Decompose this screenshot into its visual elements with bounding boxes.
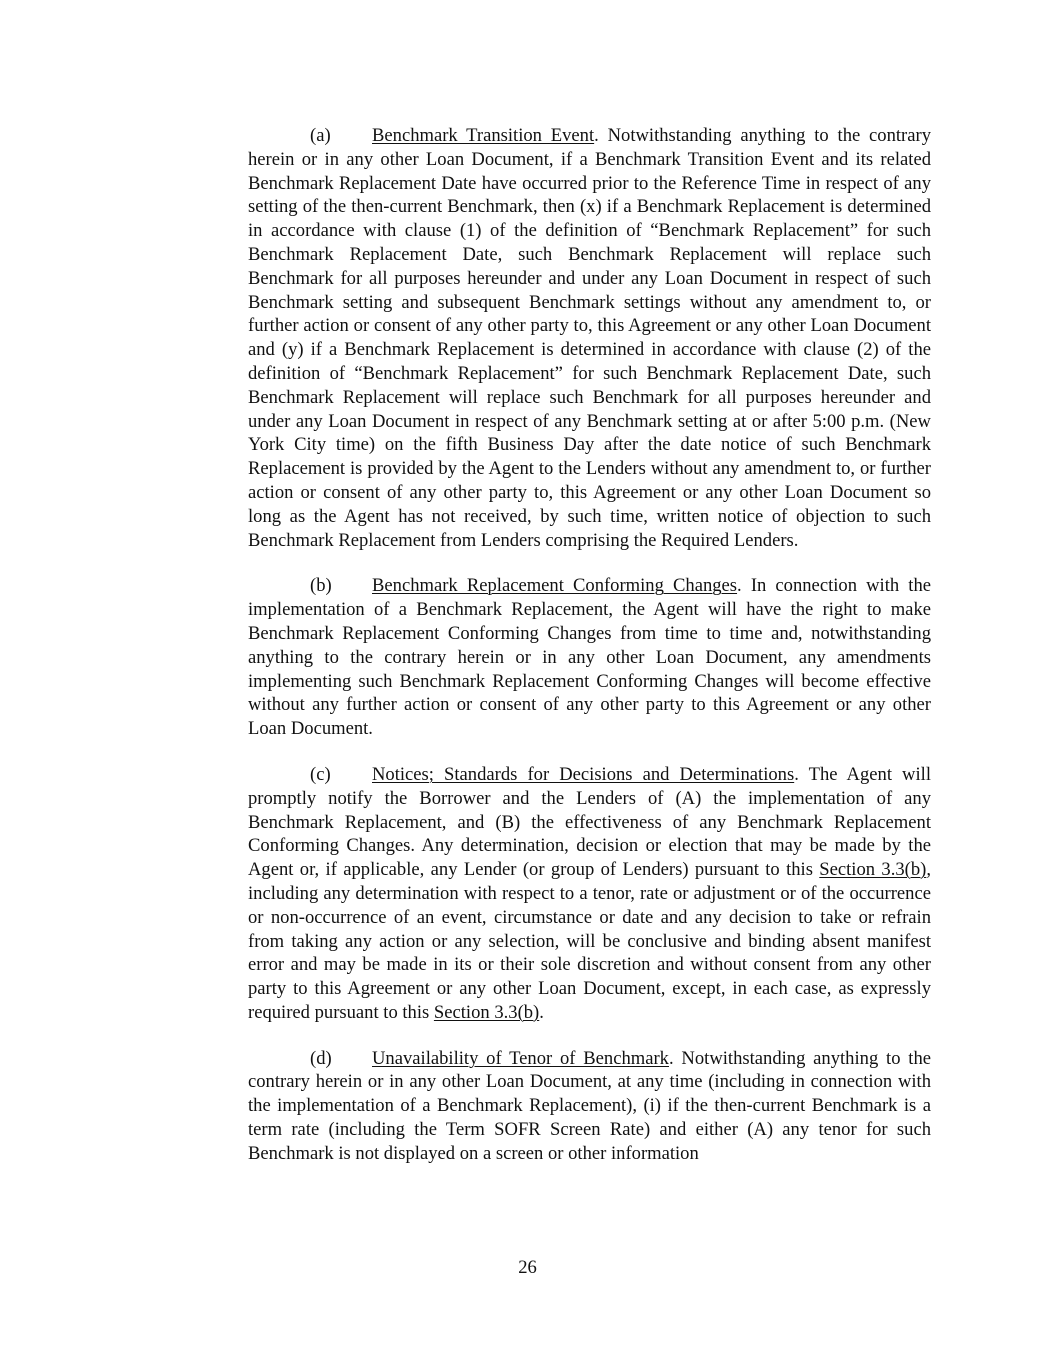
paragraph-heading: Benchmark Transition Event [372,125,595,146]
paragraph-c [248,763,931,1025]
paragraph-number: (d) [310,1047,332,1069]
section-reference: Section 3.3(b) [433,1001,540,1023]
paragraph-text: . The Agent will promptly notify the Borrower and the Lenders of (A) the implementation of any Benchmark Replacement, and (B) the effectiveness of any Benchmark Replacement Conforming Changes. Any determination, decision or election that may be made by the Agent or, if applicable, any Lender (or group of Lenders) pursuant to this [248,763,931,881]
paragraph-number: (c) [310,763,331,785]
paragraph-number: (a) [310,125,331,146]
paragraph-b [248,574,931,741]
page-number: 26 [518,1257,537,1278]
paragraph-text: . In connection with the implementation of a Benchmark Replacement, the Agent will have the right to make Benchmark Replacement Conforming Changes from time to time and, notwithstanding anything to the contrary herein or in any other Loan Document, any amendments implementing such Benchmark Replacement Conforming Changes will become effective without any further action or consent of any other party to this Agreement or any other Loan Document. [248,575,931,740]
paragraph-d [248,1047,931,1166]
paragraph-heading: Unavailability of Tenor of Benchmark [372,1047,669,1069]
paragraph-text: . Notwithstanding anything to the contrary herein or in any other Loan Document, at any time (including in connection with the implementation of a Benchmark Replacement), (i) if the then-current Benchmark is a term rate (including the Term SOFR Screen Rate) and either (A) any tenor for such Benchmark is not displayed on a screen or other information [248,1047,931,1164]
paragraph-text: . [539,1001,544,1023]
paragraph-number: (b) [310,575,332,597]
section-reference: Section 3.3(b) [819,859,927,881]
paragraph-heading: Notices; Standards for Decisions and Determinations [372,763,795,785]
paragraph-heading: Benchmark Replacement Conforming Changes [372,575,738,597]
paragraph-text: . Notwithstanding anything to the contrary herein or in any other Loan Document, if a Benchmark Transition Event and its related Benchmark Replacement Date have occurred prior to the Reference Time in respect of any setting of the then-current Benchmark, then (x) if a Benchmark Replacement is determined in accordance with clause (1) of the definition of “Benchmark Replacement” for such Benchmark Replacement Date, such Benchmark Replacement will replace such Benchmark for all purposes hereunder and under any Loan Document in respect of such Benchmark setting and subsequent Benchmark settings without any amendment to, or further action or consent of any other party to, this Agreement or any other Loan Document and (y) if a Benchmark Replacement is determined in accordance with clause (2) of the definition of “Benchmark Replacement” for such Benchmark Replacement Date, such Benchmark Replacement will replace such Benchmark for all purposes hereunder and under any Loan Document in respect of any Benchmark setting at or after 5:00 p.m. (New York City time) on the fifth Business Day after the date notice of such Benchmark Replacement is provided by the Agent to the Lenders without any amendment to, or further action or consent of any other party to, this Agreement or any other Loan Document so long as the Agent has not received, by such time, written notice of objection to such Benchmark Replacement from Lenders comprising the Required Lenders. [248,125,931,551]
document-body [248,124,931,1188]
paragraph-text: , including any determination with respect to a tenor, rate or adjustment or of the occurrence or non-occurrence of an event, circumstance or date and any decision to take or refrain from taking any action or any selection, will be conclusive and binding absent manifest error and may be made in its or their sole discretion and without consent from any other party to this Agreement or any other Loan Document, except, in each case, as expressly required pursuant to this [248,859,931,1023]
paragraph-a [248,124,931,552]
